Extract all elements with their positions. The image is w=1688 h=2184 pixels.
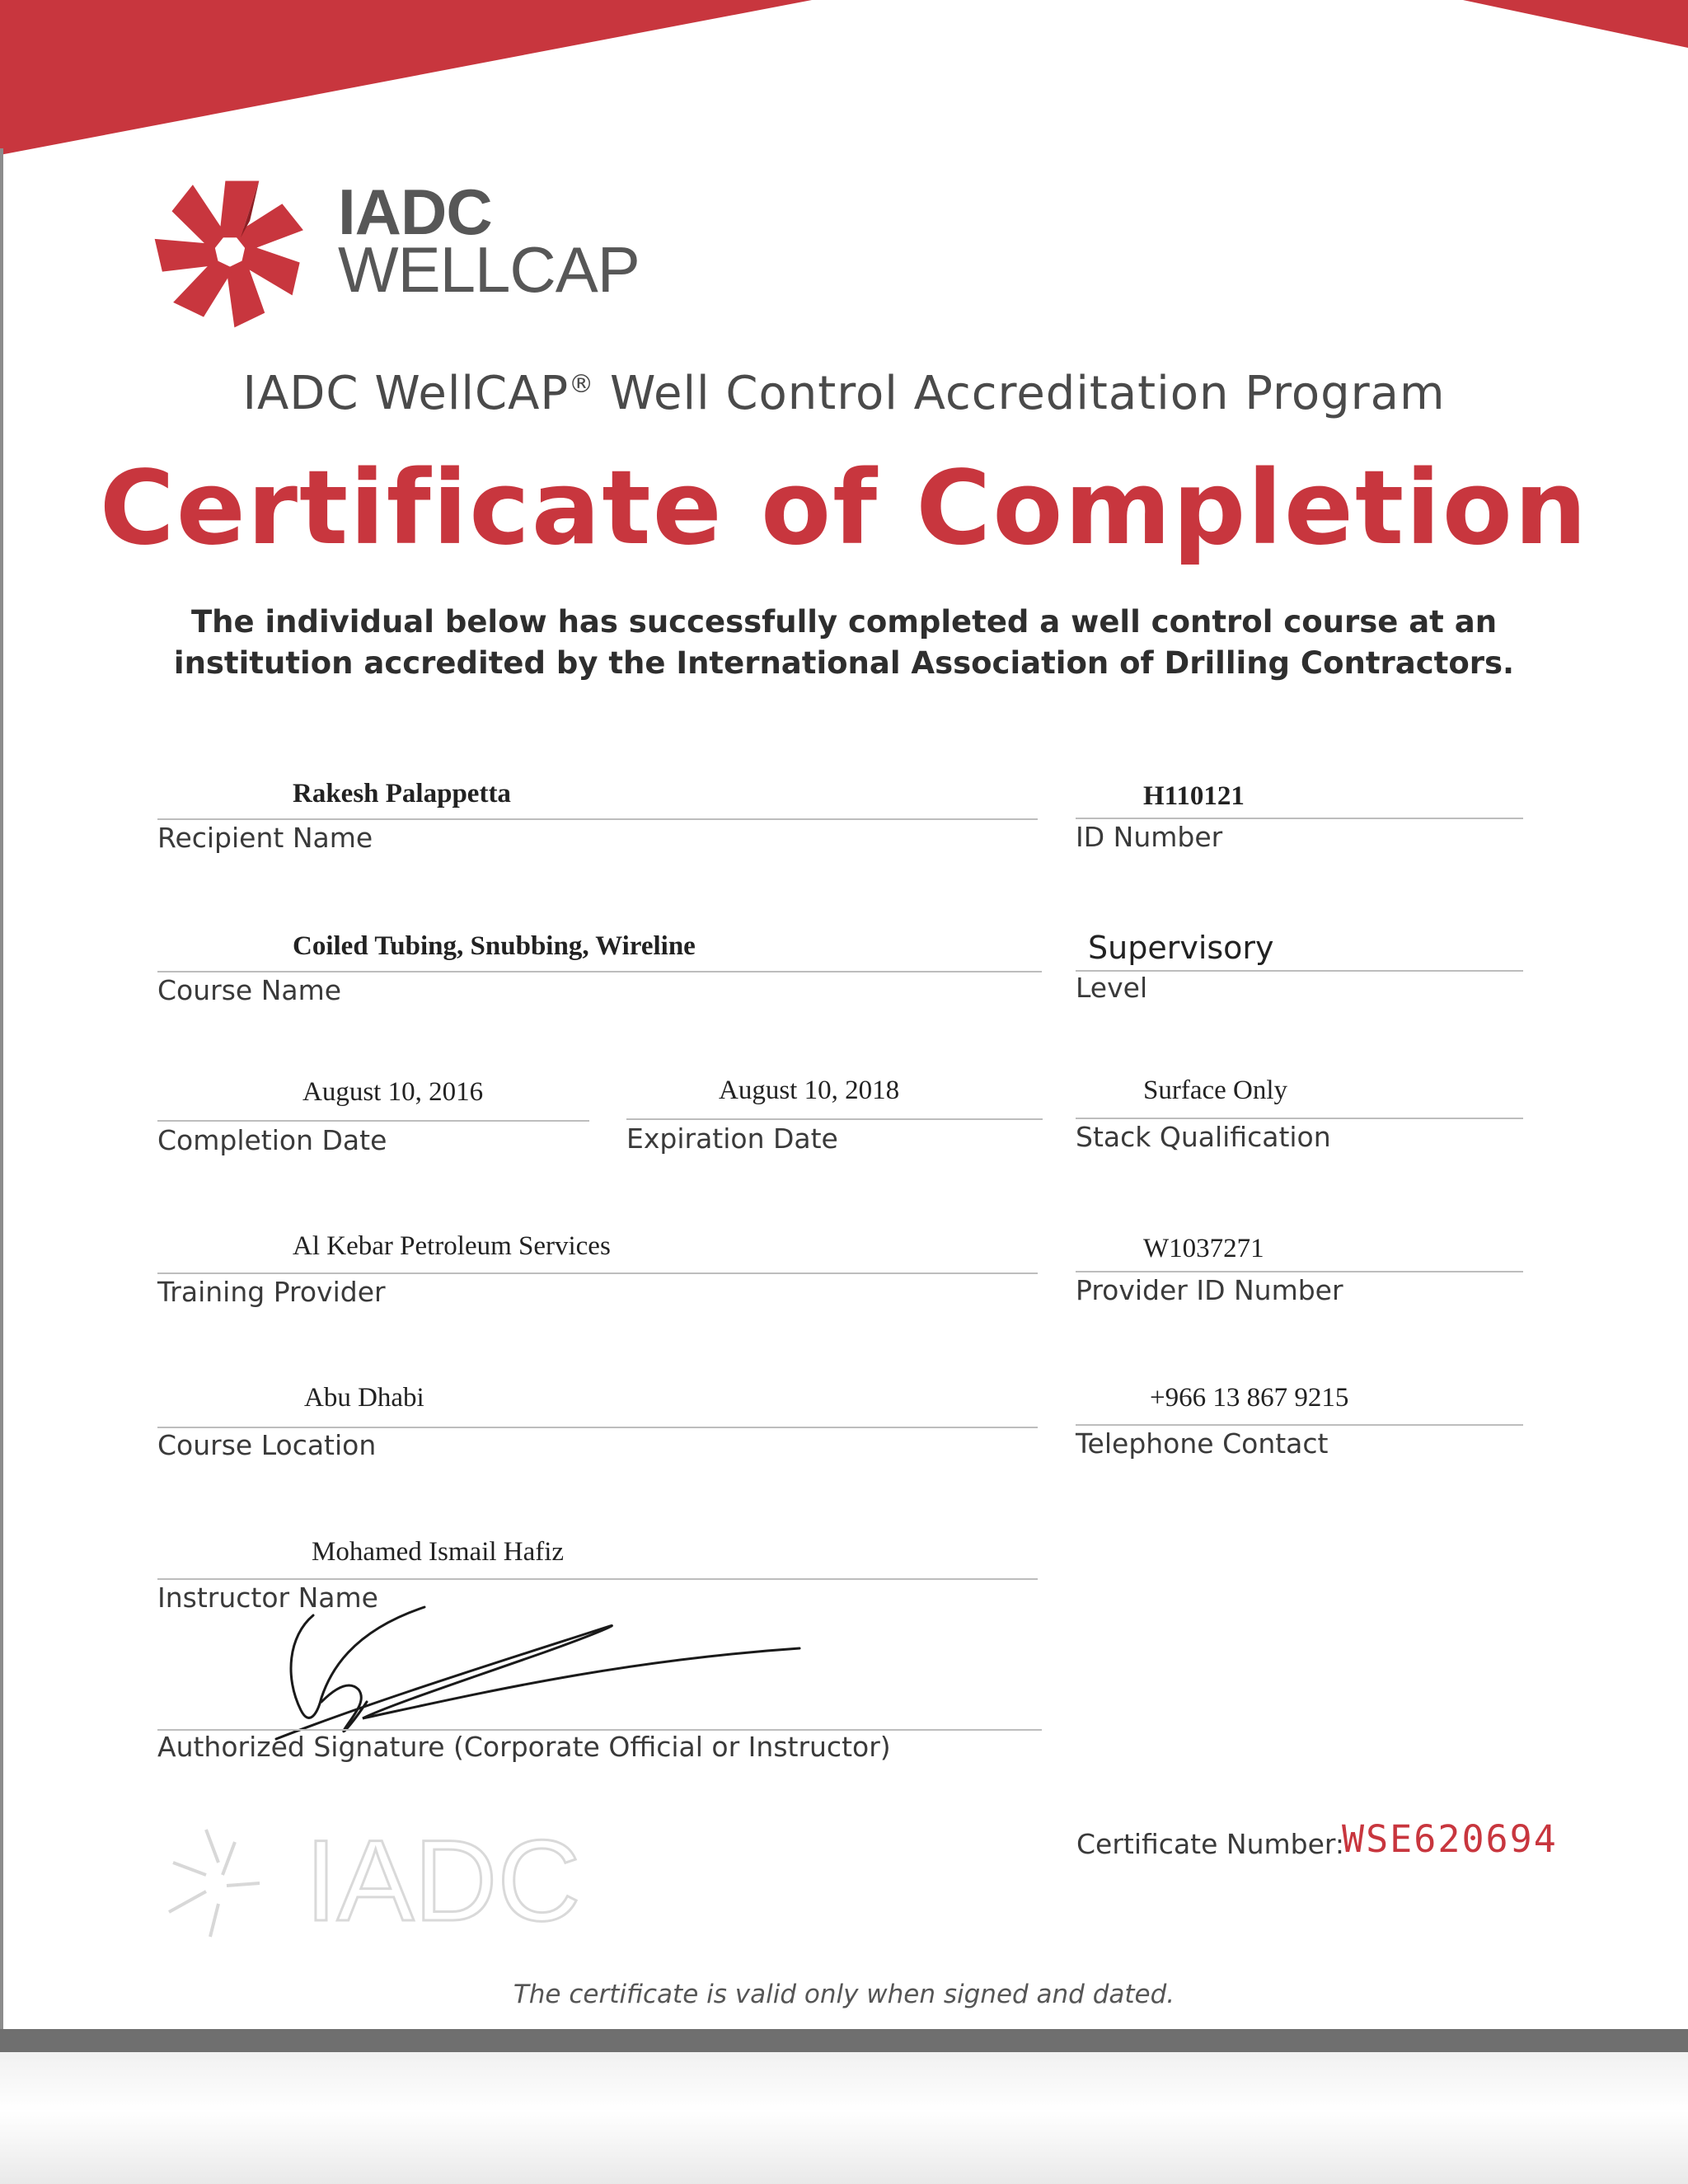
telephone-line	[1076, 1424, 1523, 1426]
stack-qualification-line	[1076, 1118, 1523, 1119]
level-value: Supervisory	[1088, 930, 1274, 966]
id-number-value: H110121	[1143, 781, 1245, 811]
signature-label: Authorized Signature (Corporate Official or Instructor)	[157, 1731, 891, 1763]
provider-id-label: Provider ID Number	[1076, 1274, 1343, 1306]
completion-date-label: Completion Date	[157, 1124, 387, 1156]
recipient-value: Rakesh Palappetta	[293, 779, 511, 808]
certificate-number-label: Certificate Number:	[1076, 1828, 1345, 1860]
course-location-line	[157, 1427, 1038, 1428]
course-value: Coiled Tubing, Snubbing, Wireline	[293, 931, 696, 961]
program-title-main: IADC WellCAP	[242, 367, 570, 420]
scan-background	[0, 2052, 1688, 2184]
instructor-line	[157, 1578, 1038, 1580]
training-provider-value: Al Kebar Petroleum Services	[293, 1231, 611, 1261]
red-top-band	[0, 0, 1688, 165]
validity-note: The certificate is valid only when signed and dated.	[513, 1980, 1175, 2009]
instructor-value: Mohamed Ismail Hafiz	[312, 1537, 565, 1567]
iadc-wellcap-logo-icon	[153, 175, 307, 328]
level-label: Level	[1076, 972, 1148, 1004]
registered-mark: ®	[569, 370, 595, 399]
stack-qualification-label: Stack Qualification	[1076, 1121, 1331, 1153]
provider-id-value: W1037271	[1143, 1234, 1264, 1263]
completion-date-value: August 10, 2016	[302, 1077, 484, 1107]
seal-text: IADC	[305, 1816, 581, 1945]
provider-id-line	[1076, 1271, 1523, 1272]
logo-wordmark	[338, 176, 640, 306]
course-label: Course Name	[157, 974, 342, 1006]
training-provider-label: Training Provider	[157, 1276, 386, 1308]
course-location-value: Abu Dhabi	[304, 1383, 424, 1413]
certificate-title: Certificate of Completion	[99, 449, 1589, 568]
telephone-label: Telephone Contact	[1076, 1427, 1329, 1460]
recipient-line	[157, 818, 1038, 820]
course-location-label: Course Location	[157, 1429, 377, 1461]
logo-line-wellcap: WELLCAP	[338, 233, 640, 306]
instructor-label: Instructor Name	[157, 1582, 378, 1614]
page-edge	[0, 148, 3, 2029]
expiration-date-line	[626, 1118, 1043, 1120]
recipient-label: Recipient Name	[157, 822, 373, 854]
program-title	[0, 367, 1688, 420]
certificate-number: WSE620694	[1342, 1817, 1558, 1861]
statement-line-2: institution accredited by the International Association of Drilling Contractors.	[173, 645, 1515, 681]
handwritten-signature	[272, 1603, 816, 1743]
program-title-rest: Well Control Accreditation Program	[594, 367, 1446, 420]
completion-date-line	[157, 1120, 589, 1122]
stack-qualification-value: Surface Only	[1143, 1076, 1288, 1105]
id-number-line	[1076, 818, 1523, 819]
statement-line-1: The individual below has successfully completed a well control course at an	[190, 604, 1498, 640]
certificate-statement	[0, 602, 1688, 684]
training-provider-line	[157, 1272, 1038, 1274]
page-bottom-edge	[0, 2029, 1688, 2052]
telephone-value: +966 13 867 9215	[1150, 1383, 1349, 1413]
expiration-date-label: Expiration Date	[626, 1122, 838, 1155]
course-line	[157, 971, 1042, 972]
logo-line-iadc: IADC	[338, 176, 492, 248]
expiration-date-value: August 10, 2018	[719, 1076, 900, 1105]
id-number-label: ID Number	[1076, 821, 1223, 853]
embossed-seal-icon	[157, 1813, 618, 1945]
